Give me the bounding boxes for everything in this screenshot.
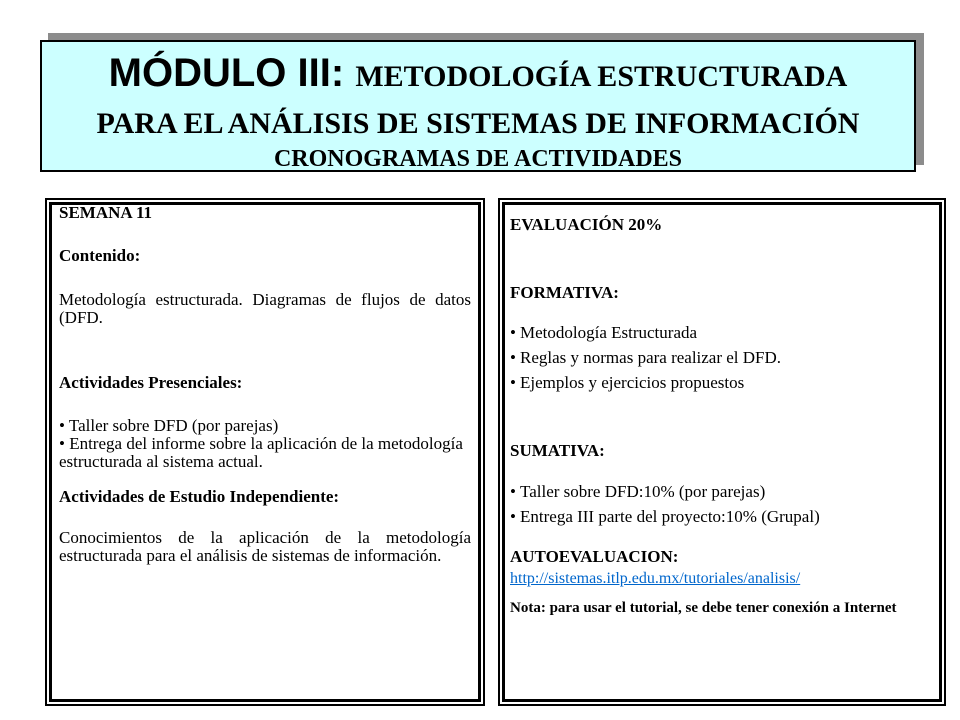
tutorial-link[interactable]: http://sistemas.itlp.edu.mx/tutoriales/analisis/	[510, 570, 801, 587]
independent-heading: Actividades de Estudio Independiente:	[59, 487, 340, 506]
banner-title-line1	[42, 48, 914, 107]
bullet-icon: •	[510, 507, 516, 526]
bullet-icon: •	[510, 348, 516, 367]
bullet-icon: •	[59, 416, 65, 435]
bullet-icon: •	[510, 482, 516, 501]
evaluation-panel-content	[510, 202, 936, 616]
list-item: • Ejemplos y ejercicios propuestos	[510, 373, 745, 392]
presencial-heading: Actividades Presenciales:	[59, 373, 243, 392]
evaluation-panel	[498, 198, 946, 706]
summative-heading: SUMATIVA:	[510, 441, 605, 460]
bullet-icon: •	[59, 434, 65, 453]
independent-text: Conocimientos de la aplicación de la metodología estructurada para el análisis de sistemas de información.	[59, 528, 471, 565]
list-item: • Reglas y normas para realizar el DFD.	[510, 348, 782, 367]
list-item: • Taller sobre DFD:10% (por parejas)	[510, 482, 766, 501]
week-panel-content	[59, 202, 471, 565]
evaluation-heading: EVALUACIÓN 20%	[510, 215, 663, 234]
week-label: SEMANA 11	[59, 203, 153, 222]
banner-title-colon: :	[330, 51, 356, 95]
banner-subtitle: CRONOGRAMAS DE ACTIVIDADES	[273, 146, 683, 172]
list-item: • Metodología Estructurada	[510, 323, 698, 342]
tutorial-note: Nota: para usar el tutorial, se debe tener conexión a Internet	[510, 600, 897, 616]
week-panel	[45, 198, 485, 706]
content-text: Metodología estructurada. Diagramas de flujos de datos (DFD.	[59, 290, 471, 327]
list-item: • Taller sobre DFD (por parejas)	[59, 416, 279, 435]
list-item: • Entrega del informe sobre la aplicación de la metodología estructurada al sistema actual.	[59, 434, 463, 471]
bullet-icon: •	[510, 373, 516, 392]
formative-heading: FORMATIVA:	[510, 283, 619, 302]
formative-list	[510, 324, 936, 392]
banner-title-line2: PARA EL ANÁLISIS DE SISTEMAS DE INFORMACIÓN	[96, 107, 860, 140]
title-banner	[40, 40, 916, 172]
banner-title-module: MÓDULO III	[108, 51, 331, 95]
content-heading: Contenido:	[59, 246, 141, 265]
presencial-list	[59, 417, 471, 471]
banner-title-rest: METODOLOGÍA ESTRUCTURADA	[355, 60, 848, 93]
summative-list	[510, 483, 936, 526]
list-item: • Entrega III parte del proyecto:10% (Grupal)	[510, 507, 820, 526]
bullet-icon: •	[510, 323, 516, 342]
self-evaluation-heading: AUTOEVALUACION:	[510, 547, 679, 566]
